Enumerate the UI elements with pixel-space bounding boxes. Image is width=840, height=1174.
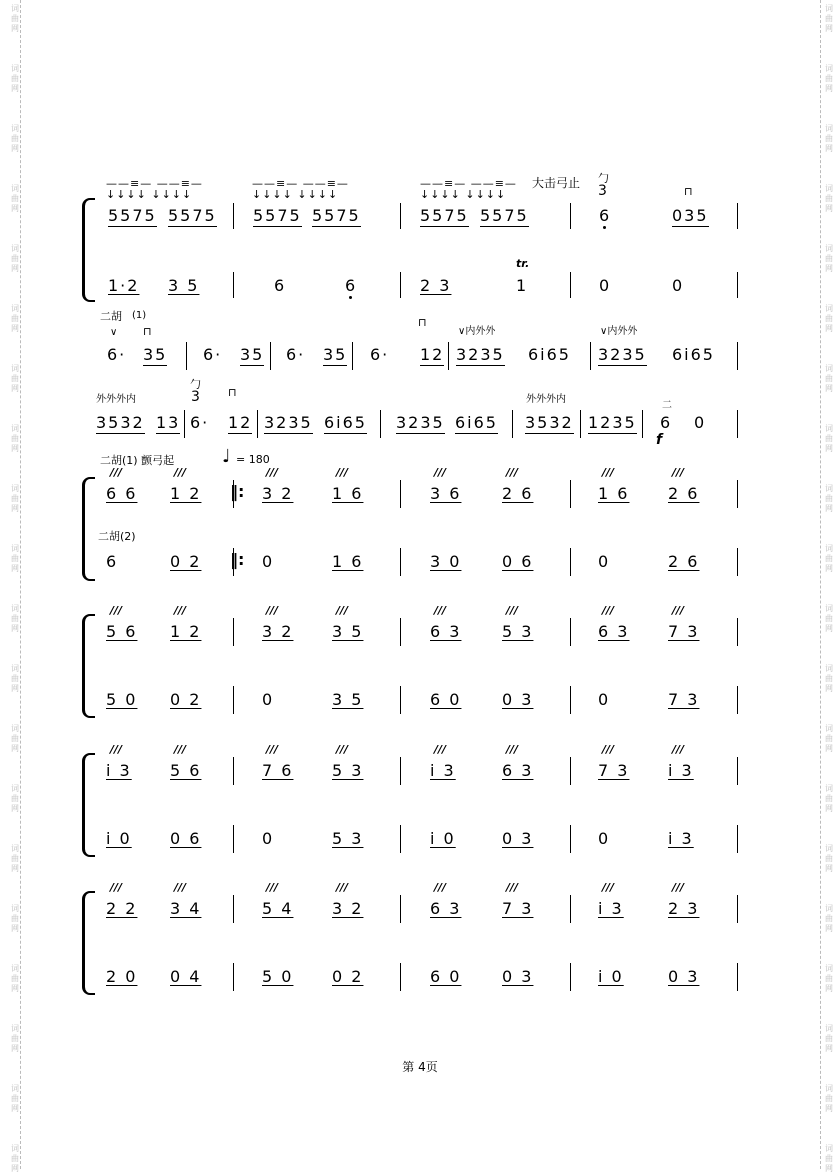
bar-line (512, 410, 513, 438)
note-group: 0 3 (502, 690, 534, 709)
bar-line (380, 410, 381, 438)
note: 6· (286, 345, 306, 364)
note-group: 7 3 (598, 761, 630, 780)
tremolo-mark: /// (110, 881, 123, 894)
note-group: 0 (262, 552, 275, 571)
down-bow-mark: ⊓ (228, 386, 237, 399)
stroke-mark: 勹 (190, 378, 201, 391)
note: 1 (516, 276, 529, 295)
tremolo-mark: /// (110, 604, 123, 617)
note-group: 0 (598, 552, 611, 571)
tremolo-mark: /// (602, 604, 615, 617)
watermark-text: 词 曲 网 (11, 124, 19, 153)
tremolo-mark: /// (506, 881, 519, 894)
note-group: 6i65 (324, 413, 367, 432)
note-group: 5 0 (106, 690, 138, 709)
watermark-text: 词 曲 网 (11, 544, 19, 573)
bowing-annotation: 外外外内 (526, 394, 566, 405)
tremolo-mark: /// (672, 743, 685, 756)
bar-line (570, 480, 571, 508)
bar-line (400, 548, 401, 576)
bar-line (737, 410, 738, 438)
bar-line (590, 342, 591, 370)
note-group: 3235 (396, 413, 445, 432)
watermark-text: 词 曲 网 (825, 904, 833, 933)
watermark-text: 词 曲 网 (825, 1144, 833, 1173)
mark-3: 3 (191, 389, 200, 405)
erhu1-tremolo-label: 二胡(1) 颤弓起 (100, 454, 175, 467)
note-group: 5 3 (502, 622, 534, 641)
note-group: 6 0 (430, 967, 462, 986)
bar-line (570, 686, 571, 714)
bar-line (400, 618, 401, 646)
watermark-text: 词 曲 网 (11, 964, 19, 993)
note-group: 1 2 (170, 484, 202, 503)
bar-line (352, 342, 353, 370)
watermark-text: 词 曲 网 (825, 4, 833, 33)
bar-line (570, 757, 571, 785)
erhu1-number: (1) (132, 310, 147, 321)
watermark-text: 词 曲 网 (825, 124, 833, 153)
note: 6 (660, 413, 673, 432)
note-group: 1 6 (332, 552, 364, 571)
watermark-text: 词 曲 网 (825, 484, 833, 513)
tremolo-mark: /// (672, 604, 685, 617)
note-group: i 0 (106, 829, 132, 848)
tremolo-mark: /// (174, 466, 187, 479)
note-group: 0 (598, 690, 611, 709)
bar-line (400, 203, 401, 229)
note-group: 2 6 (502, 484, 534, 503)
watermark-text: 词 曲 网 (825, 304, 833, 333)
down-bow-mark: ⊓ (143, 325, 152, 338)
watermark-text: 词 曲 网 (11, 1084, 19, 1113)
note-group: 0 3 (502, 829, 534, 848)
watermark-text: 词 曲 网 (825, 364, 833, 393)
page-number: 第 4页 (402, 1060, 438, 1074)
watermark-text: 词 曲 网 (825, 64, 833, 93)
note-group: 0 3 (502, 967, 534, 986)
lower-dot (349, 296, 352, 299)
watermark-text: 词 曲 网 (11, 604, 19, 633)
note-group: 6 3 (430, 622, 462, 641)
watermark-text: 词 曲 网 (11, 364, 19, 393)
note-group: 3532 (525, 413, 574, 432)
bar-line (737, 203, 738, 229)
watermark-text: 词 曲 网 (825, 244, 833, 273)
note-group: 5575 (168, 206, 217, 225)
tremolo-mark: /// (434, 881, 447, 894)
note-group: 2 0 (106, 967, 138, 986)
tremolo-mark: /// (110, 743, 123, 756)
watermark-text: 词 曲 网 (825, 964, 833, 993)
watermark-text: 词 曲 网 (825, 844, 833, 873)
tremolo-mark: /// (602, 881, 615, 894)
watermark-text: 词 曲 网 (11, 244, 19, 273)
tremolo-mark: /// (266, 881, 279, 894)
bar-line (400, 895, 401, 923)
bar-line (400, 480, 401, 508)
bar-line (737, 825, 738, 853)
bar-line (233, 895, 234, 923)
note-group: 5575 (253, 206, 302, 225)
note-group: 5 3 (332, 761, 364, 780)
note-group: 35 (143, 345, 168, 364)
note-group: 35 (240, 345, 265, 364)
tremolo-mark: /// (266, 466, 279, 479)
watermark-text: 词 曲 网 (11, 724, 19, 753)
note-group: i 0 (430, 829, 456, 848)
tremolo-mark: /// (110, 466, 123, 479)
bar-line (400, 686, 401, 714)
note-group: 2 2 (106, 899, 138, 918)
note-group: 5575 (420, 206, 469, 225)
bar-line (400, 825, 401, 853)
note-group: 5575 (480, 206, 529, 225)
note: 6 (345, 276, 358, 295)
system-bracket (82, 198, 95, 302)
bar-line (400, 963, 401, 991)
bar-line (737, 895, 738, 923)
note-group: 0 6 (170, 829, 202, 848)
note-group: 3 5 (332, 690, 364, 709)
bar-line (737, 757, 738, 785)
note: 0 (672, 276, 685, 295)
note-group: i 3 (106, 761, 132, 780)
tremolo-mark: /// (672, 881, 685, 894)
note-group: 1 2 (170, 622, 202, 641)
note-group: 12 (420, 345, 445, 364)
tremolo-mark: /// (174, 604, 187, 617)
note-group: 5 3 (332, 829, 364, 848)
repeat-sign: ‖: (230, 482, 245, 501)
note-group: 1 6 (598, 484, 630, 503)
note-group: 5 6 (170, 761, 202, 780)
watermark-text: 词 曲 网 (825, 604, 833, 633)
bar-line (737, 686, 738, 714)
system-bracket (82, 477, 95, 581)
quarter-note-icon: ♩ (222, 446, 231, 467)
left-watermark-column (8, 0, 22, 1173)
bar-line (233, 272, 234, 298)
tempo-marking: = 180 (236, 453, 270, 466)
watermark-text: 词 曲 网 (11, 1024, 19, 1053)
down-bow-mark: 二 (662, 400, 672, 411)
right-watermark-column (820, 0, 834, 1173)
bar-line (570, 825, 571, 853)
note-group: 2 6 (668, 552, 700, 571)
note: 6· (107, 345, 127, 364)
down-bow-mark: ⊓ (684, 185, 693, 198)
erhu2-label: 二胡(2) (98, 530, 136, 543)
bar-line (184, 410, 185, 438)
top-mark-3: 3 (598, 183, 607, 199)
note-group: 5 6 (106, 622, 138, 641)
bar-line (233, 963, 234, 991)
bar-line (233, 686, 234, 714)
note-group: 0 2 (170, 552, 202, 571)
tremolo-mark: /// (266, 743, 279, 756)
note-group: 3 5 (168, 276, 200, 295)
watermark-text: 词 曲 网 (825, 184, 833, 213)
note-group: 3 2 (332, 899, 364, 918)
bar-line (737, 342, 738, 370)
note: 6· (203, 345, 223, 364)
note-group: 3 4 (170, 899, 202, 918)
watermark-text: 词 曲 网 (11, 844, 19, 873)
note-group: 7 3 (668, 690, 700, 709)
tremolo-mark: /// (434, 743, 447, 756)
stroke-mark: 勹 (598, 172, 609, 185)
bowing-annotation: ∨内外外 (458, 326, 496, 337)
bar-line (233, 203, 234, 229)
tremolo-mark: /// (174, 881, 187, 894)
bar-line (186, 342, 187, 370)
note-group: 7 3 (502, 899, 534, 918)
note-group: 3235 (598, 345, 647, 364)
note: 6· (370, 345, 390, 364)
bar-line (400, 757, 401, 785)
watermark-text: 词 曲 网 (825, 544, 833, 573)
system-bracket (82, 891, 95, 995)
note-group: 6 3 (598, 622, 630, 641)
note-group: 3235 (264, 413, 313, 432)
tremolo-mark: /// (506, 743, 519, 756)
tremolo-mark: /// (602, 466, 615, 479)
note-group: 35 (323, 345, 348, 364)
big-stroke-stop-label: 大击弓止 (532, 176, 581, 190)
note: 6· (190, 413, 210, 432)
note-group: 5 4 (262, 899, 294, 918)
watermark-text: 词 曲 网 (11, 4, 19, 33)
note-group: 6 (106, 552, 119, 571)
note-group: 0 (598, 829, 611, 848)
tremolo-mark: /// (336, 604, 349, 617)
bar-line (570, 895, 571, 923)
note-group: i 0 (598, 967, 624, 986)
note-group: 2 3 (668, 899, 700, 918)
watermark-text: 词 曲 网 (825, 724, 833, 753)
watermark-text: 词 曲 网 (11, 424, 19, 453)
note-group: 5575 (108, 206, 157, 225)
note-group: 6i65 (672, 345, 715, 364)
bar-line (570, 963, 571, 991)
note-group: 5 0 (262, 967, 294, 986)
note-group: 3235 (456, 345, 505, 364)
trill-mark: tr. (516, 257, 530, 270)
tremolo-mark: /// (506, 604, 519, 617)
note-group: 3 2 (262, 484, 294, 503)
note-group: 6i65 (528, 345, 571, 364)
bowing-arrows: ——≡— ——≡— ↓↓↓↓ ↓↓↓↓ (420, 177, 517, 201)
note-group: 3532 (96, 413, 145, 432)
bowing-annotation: 外外外内 (96, 394, 136, 405)
tremolo-mark: /// (336, 743, 349, 756)
tremolo-mark: /// (434, 466, 447, 479)
dynamic-mark: f (656, 432, 663, 448)
note-group: 0 (262, 829, 275, 848)
bar-line (570, 203, 571, 229)
note-group: 12 (228, 413, 253, 432)
watermark-text: 词 曲 网 (11, 784, 19, 813)
note-group: 3 0 (430, 552, 462, 571)
bar-line (257, 410, 258, 438)
note-group: 7 3 (668, 622, 700, 641)
bar-line (737, 618, 738, 646)
note-group: 1·2 (108, 276, 140, 295)
bar-line (400, 272, 401, 298)
tremolo-mark: /// (672, 466, 685, 479)
watermark-text: 词 曲 网 (825, 1084, 833, 1113)
note-group: i 3 (598, 899, 624, 918)
tremolo-mark: /// (174, 743, 187, 756)
watermark-text: 词 曲 网 (11, 1144, 19, 1173)
watermark-text: 词 曲 网 (825, 664, 833, 693)
erhu1-label: 二胡 (100, 310, 122, 323)
watermark-text: 词 曲 网 (11, 304, 19, 333)
bar-line (233, 825, 234, 853)
system-bracket (82, 614, 95, 718)
note-group: 2 6 (668, 484, 700, 503)
lower-dot (603, 226, 606, 229)
bar-line (737, 272, 738, 298)
note-group: 6i65 (455, 413, 498, 432)
bar-line (580, 410, 581, 438)
watermark-text: 词 曲 网 (11, 664, 19, 693)
bar-line (233, 618, 234, 646)
note-group: 7 6 (262, 761, 294, 780)
note-group: 2 3 (420, 276, 452, 295)
note-group: i 3 (668, 829, 694, 848)
bar-line (448, 342, 449, 370)
watermark-text: 词 曲 网 (825, 784, 833, 813)
note-group: 13 (156, 413, 181, 432)
watermark-text: 词 曲 网 (825, 1024, 833, 1053)
bar-line (737, 963, 738, 991)
watermark-text: 词 曲 网 (11, 904, 19, 933)
watermark-text: 词 曲 网 (11, 64, 19, 93)
bar-line (570, 618, 571, 646)
note-group: 0 6 (502, 552, 534, 571)
tremolo-mark: /// (336, 466, 349, 479)
note-group: 035 (672, 206, 709, 225)
tremolo-mark: /// (506, 466, 519, 479)
tremolo-mark: /// (434, 604, 447, 617)
bar-line (642, 410, 643, 438)
bowing-annotation: ∨内外外 (600, 326, 638, 337)
up-bow-mark: ∨ (110, 327, 118, 338)
note-group: 5575 (312, 206, 361, 225)
note: 0 (694, 413, 707, 432)
note-group: i 3 (430, 761, 456, 780)
note-group: 0 4 (170, 967, 202, 986)
note-group: 6 3 (502, 761, 534, 780)
tremolo-mark: /// (602, 743, 615, 756)
note-group: 3 2 (262, 622, 294, 641)
bar-line (737, 548, 738, 576)
bowing-arrows: ——≡— ——≡— ↓↓↓↓ ↓↓↓↓ (106, 177, 203, 201)
note-group: 3 6 (430, 484, 462, 503)
note-group: 3 5 (332, 622, 364, 641)
note-group: 0 2 (332, 967, 364, 986)
note-group: 6 0 (430, 690, 462, 709)
watermark-text: 词 曲 网 (825, 424, 833, 453)
watermark-text: 词 曲 网 (11, 184, 19, 213)
note-group: i 3 (668, 761, 694, 780)
system-bracket (82, 753, 95, 857)
bowing-arrows: ——≡— ——≡— ↓↓↓↓ ↓↓↓↓ (252, 177, 349, 201)
note-group: 0 3 (668, 967, 700, 986)
note-group: 6 6 (106, 484, 138, 503)
note-group: 1235 (588, 413, 637, 432)
bar-line (270, 342, 271, 370)
down-bow-mark: ⊓ (418, 316, 427, 329)
bar-line (570, 272, 571, 298)
note-group: 6 3 (430, 899, 462, 918)
note-group: 0 2 (170, 690, 202, 709)
note: 0 (599, 276, 612, 295)
note: 6 (274, 276, 287, 295)
bar-line (737, 480, 738, 508)
bar-line (233, 757, 234, 785)
tremolo-mark: /// (336, 881, 349, 894)
watermark-text: 词 曲 网 (11, 484, 19, 513)
note: 6 (599, 206, 612, 225)
bar-line (570, 548, 571, 576)
tremolo-mark: /// (266, 604, 279, 617)
repeat-sign: ‖: (230, 550, 245, 569)
note-group: 1 6 (332, 484, 364, 503)
note-group: 0 (262, 690, 275, 709)
